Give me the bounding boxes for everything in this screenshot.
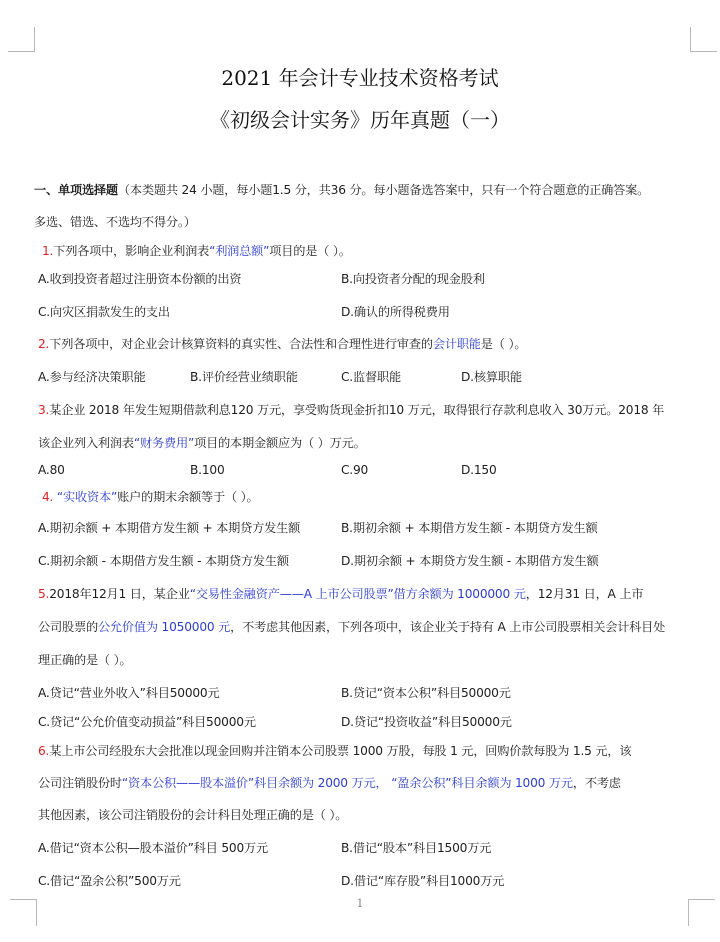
question-2-option-d: D.核算职能 [461,370,522,384]
question-5-stem-line3: 理正确的是（ ）。 [38,653,132,667]
question-5-stem-line2: 公司股票的公允价值为 1050000 元，不考虑其他因素，下列各项中，该企业关于持有 A 上市公司股票相关会计科目处 [38,620,666,634]
highlight-term: “盈余公积”科目余额为 1000 万元 [391,776,573,790]
question-6-option-b: B.借记“股本”科目1500万元 [341,841,492,855]
section-instructions [34,181,649,198]
question-3-option-b: B.100 [190,463,225,477]
question-1-option-c: C.向灾区捐款发生的支出 [38,305,170,319]
highlight-term: 公允价值为 1050000 元 [97,620,231,634]
question-1-option-a: A.收到投资者超过注册资本份额的出资 [38,272,242,286]
page-corner-top-left [8,27,35,52]
highlight-term: 会计职能 [432,337,481,351]
question-2-option-a: A.参与经济决策职能 [38,370,146,384]
question-6-option-c: C.借记“盈余公积”500万元 [38,874,181,888]
highlight-term: “资本公积——股本溢价”科目余额为 2000 万元， [121,776,388,790]
question-1-stem: 1.下列各项中，影响企业利润表“利润总额”项目的是（ ）。 [42,244,351,258]
question-5-option-c: C.贷记“公允价值变动损益”科目50000元 [38,715,256,729]
question-6-stem-line3: 其他因素，该公司注销股份的会计科目处理正确的是（ ）。 [38,808,348,822]
highlight-term: “财务费用” [133,436,195,450]
question-number: 4. [42,490,54,504]
question-5-option-a: A.贷记“营业外收入”科目50000元 [38,686,220,700]
question-3-stem-line2: 该企业列入利润表“财务费用”项目的本期金额应为（ ）万元。 [38,436,366,450]
section-instructions-line2: 多选、错选、不选均不得分。） [34,215,196,229]
question-2-stem: 2.下列各项中，对企业会计核算资料的真实性、合法性和合理性进行审查的会计职能是（ ）。 [38,337,527,351]
question-3-stem-line1: 3.某企业 2018 年发生短期借款利息120 万元，享受购货现金折扣10 万元，取得银行存款利息收入 30万元。2018 年 [38,403,665,417]
question-4-stem: 4. “实收资本”账户的期末余额等于（ ）。 [42,490,259,504]
question-1-option-d: D.确认的所得税费用 [341,305,450,319]
page-corner-top-right [690,27,717,52]
question-number: 3. [38,403,50,417]
question-3-option-c: C.90 [341,463,369,477]
section-instructions-line1: （本类题共 24 小题，每小题1.5 分，共36 分。每小题备选答案中，只有一个符合题意的正确答案。 [117,183,650,197]
question-4-option-c: C.期初余额 - 本期借方发生额 - 本期贷方发生额 [38,554,289,568]
question-6-option-a: A.借记“资本公积—股本溢价”科目 500万元 [38,841,268,855]
highlight-term: “交易性金融资产——A 上市公司股票”借方余额为 1000000 元 [189,587,526,601]
question-5-option-d: D.贷记“投资收益”科目50000元 [341,715,512,729]
question-5-stem-line1: 5.2018年12月1 日，某企业“交易性金融资产——A 上市公司股票”借方余额为 1000000 元，12月31 日，A 上市 [38,587,644,601]
page-number: 1 [356,897,364,910]
question-1-option-b: B.向投资者分配的现金股利 [341,272,485,286]
question-3-option-d: D.150 [461,463,497,477]
question-5-option-b: B.贷记“资本公积”科目50000元 [341,686,511,700]
question-6-stem-line1: 6.某上市公司经股东大会批准以现金回购并注销本公司股票 1000 万股，每股 1 元，回购价款每股为 1.5 元，该 [38,744,632,758]
question-4-option-d: D.期初余额 + 本期贷方发生额 - 本期借方发生额 [341,554,599,568]
question-4-option-b: B.期初余额 + 本期借方发生额 - 本期贷方发生额 [341,521,598,535]
document-title: 2021 年会计专业技术资格考试 [221,66,499,90]
question-number: 2. [38,337,50,351]
document-subtitle: 《初级会计实务》历年真题（一） [210,108,510,132]
question-2-option-c: C.监督职能 [341,370,401,384]
question-2-option-b: B.评价经营业绩职能 [190,370,298,384]
highlight-term: “利润总额” [209,244,270,258]
question-6-stem-line2: 公司注销股份时“资本公积——股本溢价”科目余额为 2000 万元， “盈余公积”科目余额为 1000 万元，不考虑 [38,776,621,790]
question-4-option-a: A.期初余额 + 本期借方发生额 + 本期贷方发生额 [38,521,301,535]
question-6-option-d: D.借记“库存股”科目1000万元 [341,874,505,888]
question-number: 5. [38,587,50,601]
section-heading: 一、单项选择题 [34,183,118,197]
question-3-option-a: A.80 [38,463,65,477]
question-number: 6. [38,744,50,758]
highlight-term: “实收资本” [56,490,118,504]
question-number: 1. [42,244,54,258]
